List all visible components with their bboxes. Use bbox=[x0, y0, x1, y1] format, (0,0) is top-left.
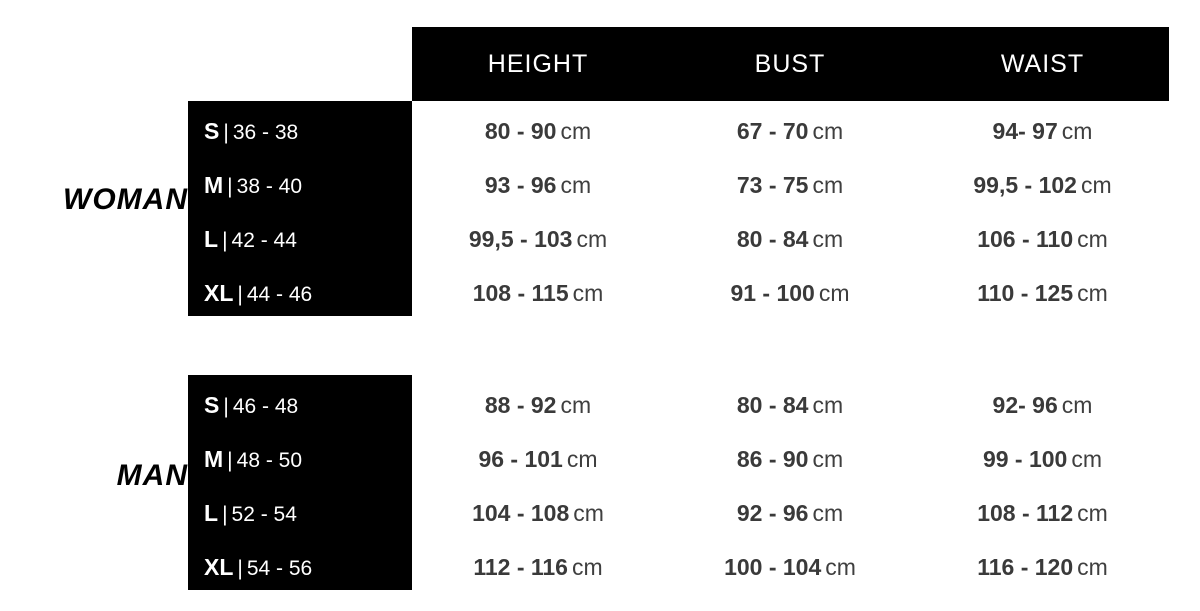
table-row bbox=[0, 378, 1200, 432]
measurement-waist bbox=[916, 104, 1169, 158]
size-cell bbox=[188, 104, 412, 158]
size-range: 52 - 54 bbox=[231, 503, 297, 526]
measurement-unit: cm bbox=[818, 280, 850, 306]
size-cell bbox=[188, 378, 412, 432]
size-code: L bbox=[204, 500, 219, 526]
measurement-height bbox=[412, 540, 664, 594]
measurement-height bbox=[412, 212, 664, 266]
table-row bbox=[0, 158, 1200, 212]
measurement-value: 108 - 115 bbox=[472, 280, 569, 306]
size-separator: | bbox=[227, 449, 233, 472]
measurement-waist bbox=[916, 432, 1169, 486]
measurement-value: 99,5 - 102 bbox=[973, 172, 1077, 198]
measurement-height bbox=[412, 104, 664, 158]
measurement-unit: cm bbox=[560, 392, 592, 418]
size-code: S bbox=[204, 118, 220, 144]
measurement-waist bbox=[916, 540, 1169, 594]
measurement-bust bbox=[664, 212, 916, 266]
group-label-man: MAN bbox=[116, 459, 188, 492]
size-range: 54 - 56 bbox=[246, 557, 313, 580]
measurement-waist bbox=[916, 378, 1169, 432]
measurement-value: 94- 97 bbox=[992, 118, 1058, 144]
measurement-value: 112 - 116 bbox=[473, 554, 568, 580]
measurement-unit: cm bbox=[573, 500, 604, 526]
column-header-waist: WAIST bbox=[1000, 50, 1085, 78]
measurement-unit: cm bbox=[812, 118, 844, 144]
measurement-bust bbox=[664, 378, 916, 432]
table-row bbox=[0, 432, 1200, 486]
measurement-unit: cm bbox=[1061, 118, 1093, 144]
measurement-height bbox=[412, 266, 664, 320]
measurement-unit: cm bbox=[560, 172, 592, 198]
measurement-height bbox=[412, 378, 664, 432]
size-separator: | bbox=[222, 229, 228, 252]
measurement-unit: cm bbox=[576, 226, 608, 252]
size-cell bbox=[188, 486, 412, 540]
table-row bbox=[0, 540, 1200, 594]
size-range: 42 - 44 bbox=[231, 229, 297, 252]
size-separator: | bbox=[227, 175, 233, 198]
measurement-value: 110 - 125 bbox=[977, 280, 1074, 306]
measurement-bust bbox=[664, 158, 916, 212]
measurement-value: 116 - 120 bbox=[977, 554, 1074, 580]
measurement-value: 80 - 84 bbox=[736, 392, 809, 418]
table-row bbox=[0, 104, 1200, 158]
size-code: S bbox=[204, 392, 220, 418]
measurement-height bbox=[412, 486, 664, 540]
measurement-value: 80 - 90 bbox=[484, 118, 557, 144]
measurement-value: 96 - 101 bbox=[478, 446, 563, 472]
measurement-value: 92- 96 bbox=[992, 392, 1058, 418]
measurement-value: 100 - 104 bbox=[724, 554, 822, 580]
measurement-waist bbox=[916, 158, 1169, 212]
measurement-unit: cm bbox=[1080, 172, 1112, 198]
size-range: 36 - 38 bbox=[232, 121, 299, 144]
size-cell bbox=[188, 540, 412, 594]
measurement-height bbox=[412, 432, 664, 486]
size-code: XL bbox=[204, 280, 234, 306]
measurement-value: 91 - 100 bbox=[730, 280, 815, 306]
measurement-unit: cm bbox=[1077, 554, 1108, 580]
measurement-unit: cm bbox=[1071, 446, 1103, 472]
measurement-value: 92 - 96 bbox=[736, 500, 809, 526]
measurement-unit: cm bbox=[812, 392, 844, 418]
measurement-bust bbox=[664, 540, 916, 594]
measurement-unit: cm bbox=[566, 446, 598, 472]
size-cell bbox=[188, 266, 412, 320]
measurement-unit: cm bbox=[1077, 226, 1108, 252]
column-header-bust: BUST bbox=[754, 50, 826, 78]
table-row bbox=[0, 212, 1200, 266]
measurement-value: 67 - 70 bbox=[736, 118, 809, 144]
measurement-bust bbox=[664, 104, 916, 158]
measurement-value: 80 - 84 bbox=[736, 226, 809, 252]
measurement-value: 106 - 110 bbox=[977, 226, 1074, 252]
measurement-value: 73 - 75 bbox=[736, 172, 809, 198]
measurement-waist bbox=[916, 266, 1169, 320]
measurement-value: 99,5 - 103 bbox=[468, 226, 573, 252]
measurement-waist bbox=[916, 212, 1169, 266]
size-separator: | bbox=[237, 283, 243, 306]
measurement-value: 108 - 112 bbox=[977, 500, 1074, 526]
column-header-height: HEIGHT bbox=[487, 50, 589, 78]
measurement-unit: cm bbox=[1061, 392, 1093, 418]
measurement-waist bbox=[916, 486, 1169, 540]
measurement-unit: cm bbox=[812, 500, 844, 526]
measurement-value: 86 - 90 bbox=[736, 446, 809, 472]
measurement-unit: cm bbox=[572, 280, 604, 306]
size-code: M bbox=[204, 446, 224, 472]
size-code: XL bbox=[204, 554, 234, 580]
measurement-value: 104 - 108 bbox=[472, 500, 570, 526]
measurement-bust bbox=[664, 486, 916, 540]
measurement-value: 93 - 96 bbox=[484, 172, 557, 198]
group-label-woman: WOMAN bbox=[63, 183, 188, 216]
measurement-unit: cm bbox=[1077, 500, 1108, 526]
measurement-unit: cm bbox=[812, 172, 844, 198]
measurement-bust bbox=[664, 432, 916, 486]
size-cell bbox=[188, 212, 412, 266]
size-code: L bbox=[204, 226, 219, 252]
measurement-unit: cm bbox=[560, 118, 592, 144]
measurement-unit: cm bbox=[1077, 280, 1108, 306]
measurement-height bbox=[412, 158, 664, 212]
measurement-unit: cm bbox=[812, 226, 844, 252]
measurement-unit: cm bbox=[825, 554, 856, 580]
size-separator: | bbox=[222, 503, 228, 526]
size-separator: | bbox=[237, 557, 243, 580]
size-code: M bbox=[204, 172, 224, 198]
measurement-unit: cm bbox=[812, 446, 844, 472]
table-row bbox=[0, 266, 1200, 320]
size-cell bbox=[188, 432, 412, 486]
size-range: 38 - 40 bbox=[236, 175, 303, 198]
measurement-value: 99 - 100 bbox=[982, 446, 1068, 472]
measurement-bust bbox=[664, 266, 916, 320]
size-range: 44 - 46 bbox=[246, 283, 313, 306]
size-range: 48 - 50 bbox=[236, 449, 303, 472]
size-cell bbox=[188, 158, 412, 212]
measurement-value: 88 - 92 bbox=[484, 392, 557, 418]
size-separator: | bbox=[223, 395, 229, 418]
table-row bbox=[0, 486, 1200, 540]
size-range: 46 - 48 bbox=[232, 395, 299, 418]
measurement-unit: cm bbox=[571, 554, 603, 580]
size-separator: | bbox=[223, 121, 229, 144]
